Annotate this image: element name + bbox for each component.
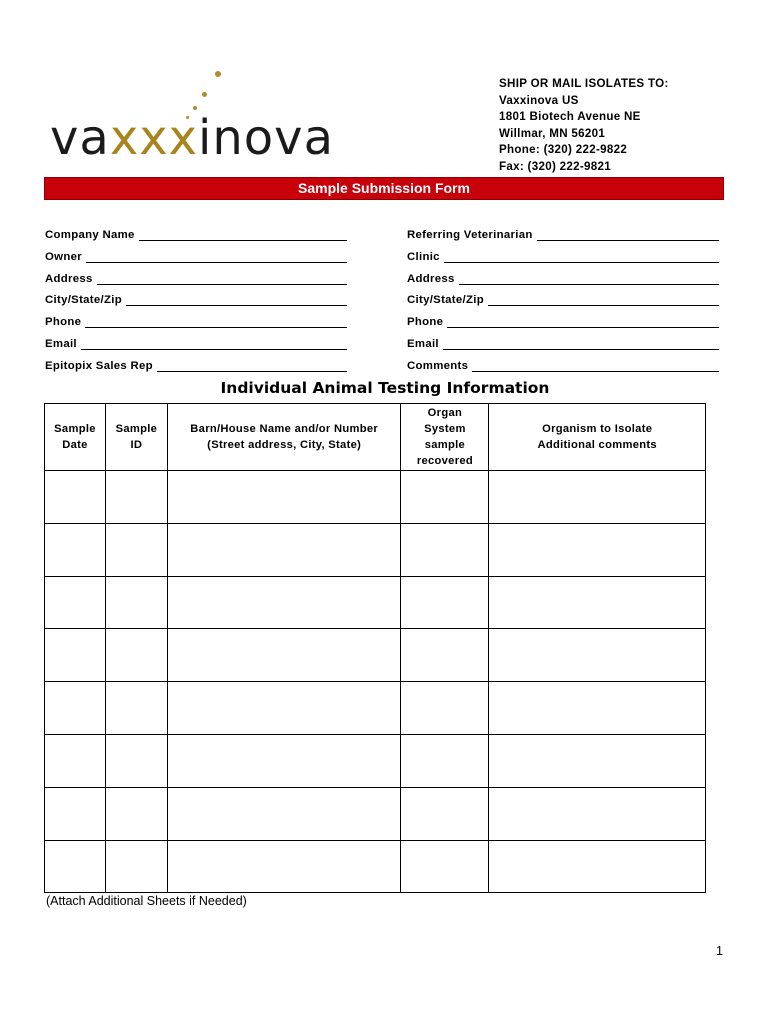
attach-note: (Attach Additional Sheets if Needed) [46,894,247,908]
table-row [45,576,706,629]
ship-to-heading: SHIP OR MAIL ISOLATES TO: [499,77,669,90]
logo-dot [202,92,207,97]
clinic-field[interactable]: Clinic [407,251,719,273]
table-cell[interactable] [167,471,401,524]
table-cell[interactable] [105,734,167,787]
table-row [45,471,706,524]
fill-line[interactable] [444,251,719,263]
column-header-sample-date: Sample Date [45,404,106,471]
table-cell[interactable] [401,734,489,787]
table-cell[interactable] [45,734,106,787]
table-cell[interactable] [401,682,489,735]
table-header-row [45,404,706,471]
logo-wordmark: vaxxxinova [50,110,334,166]
ship-to-fax: Fax: (320) 222-9821 [499,159,612,173]
address-field[interactable]: Address [45,273,347,295]
fill-line[interactable] [85,316,347,328]
table-row [45,629,706,682]
fill-line[interactable] [537,229,719,241]
table-cell[interactable] [489,840,706,893]
table-cell[interactable] [401,787,489,840]
table-row [45,523,706,576]
form-title-banner: Sample Submission Form [44,177,724,200]
vaxxinova-logo [46,68,334,168]
table-cell[interactable] [45,840,106,893]
table-cell[interactable] [167,523,401,576]
fill-line[interactable] [157,360,347,372]
city-state-zip-field[interactable]: City/State/Zip [45,294,347,316]
table-cell[interactable] [401,576,489,629]
vet-phone-field[interactable]: Phone [407,316,719,338]
fill-line[interactable] [81,338,347,350]
comments-field[interactable]: Comments [407,360,719,382]
vet-address-field[interactable]: Address [407,273,719,295]
vet-email-field[interactable]: Email [407,338,719,360]
fill-line[interactable] [126,294,347,306]
submitter-fields [45,229,347,382]
table-cell[interactable] [401,840,489,893]
column-header-barn-house: Barn/House Name and/or Number (Street address, City, State) [167,404,401,471]
ship-to-city: Willmar, MN 56201 [499,126,606,140]
veterinarian-fields [407,229,719,382]
table-cell[interactable] [105,523,167,576]
logo-dot [215,71,221,77]
table-cell[interactable] [489,734,706,787]
table-cell[interactable] [167,682,401,735]
section-title: Individual Animal Testing Information [220,379,550,397]
phone-field[interactable]: Phone [45,316,347,338]
table-cell[interactable] [167,734,401,787]
table-cell[interactable] [45,787,106,840]
table-cell[interactable] [105,840,167,893]
table-row [45,682,706,735]
table-cell[interactable] [105,576,167,629]
table-cell[interactable] [489,787,706,840]
ship-to-address [499,76,669,176]
sales-rep-field[interactable]: Epitopix Sales Rep [45,360,347,382]
table-cell[interactable] [489,523,706,576]
fill-line[interactable] [443,338,719,350]
table-cell[interactable] [167,629,401,682]
table-row [45,840,706,893]
table-cell[interactable] [45,576,106,629]
fill-line[interactable] [139,229,347,241]
table-cell[interactable] [489,471,706,524]
table-cell[interactable] [45,471,106,524]
fill-line[interactable] [459,273,719,285]
fill-line[interactable] [472,360,719,372]
table-cell[interactable] [105,629,167,682]
email-field[interactable]: Email [45,338,347,360]
table-cell[interactable] [105,471,167,524]
column-header-sample-id: Sample ID [105,404,167,471]
table-cell[interactable] [489,576,706,629]
table-cell[interactable] [45,629,106,682]
table-cell[interactable] [401,471,489,524]
table-cell[interactable] [45,682,106,735]
fill-line[interactable] [97,273,347,285]
fill-line[interactable] [86,251,347,263]
ship-to-phone: Phone: (320) 222-9822 [499,143,628,157]
table-cell[interactable] [401,523,489,576]
table-cell[interactable] [45,523,106,576]
table-cell[interactable] [401,629,489,682]
table-row [45,734,706,787]
vet-city-state-zip-field[interactable]: City/State/Zip [407,294,719,316]
table-cell[interactable] [167,840,401,893]
column-header-organ-system: Organ System sample recovered [401,404,489,471]
column-header-organism: Organism to Isolate Additional comments [489,404,706,471]
page-number: 1 [716,944,723,958]
table-cell[interactable] [489,682,706,735]
table-cell[interactable] [489,629,706,682]
owner-field[interactable]: Owner [45,251,347,273]
table-row [45,787,706,840]
ship-to-company: Vaxxinova US [499,93,579,107]
company-name-field[interactable]: Company Name [45,229,347,251]
referring-veterinarian-field[interactable]: Referring Veterinarian [407,229,719,251]
ship-to-street: 1801 Biotech Avenue NE [499,110,641,124]
table-cell[interactable] [105,787,167,840]
animal-testing-table [44,403,706,893]
table-cell[interactable] [167,576,401,629]
fill-line[interactable] [447,316,719,328]
table-cell[interactable] [105,682,167,735]
fill-line[interactable] [488,294,719,306]
table-cell[interactable] [167,787,401,840]
